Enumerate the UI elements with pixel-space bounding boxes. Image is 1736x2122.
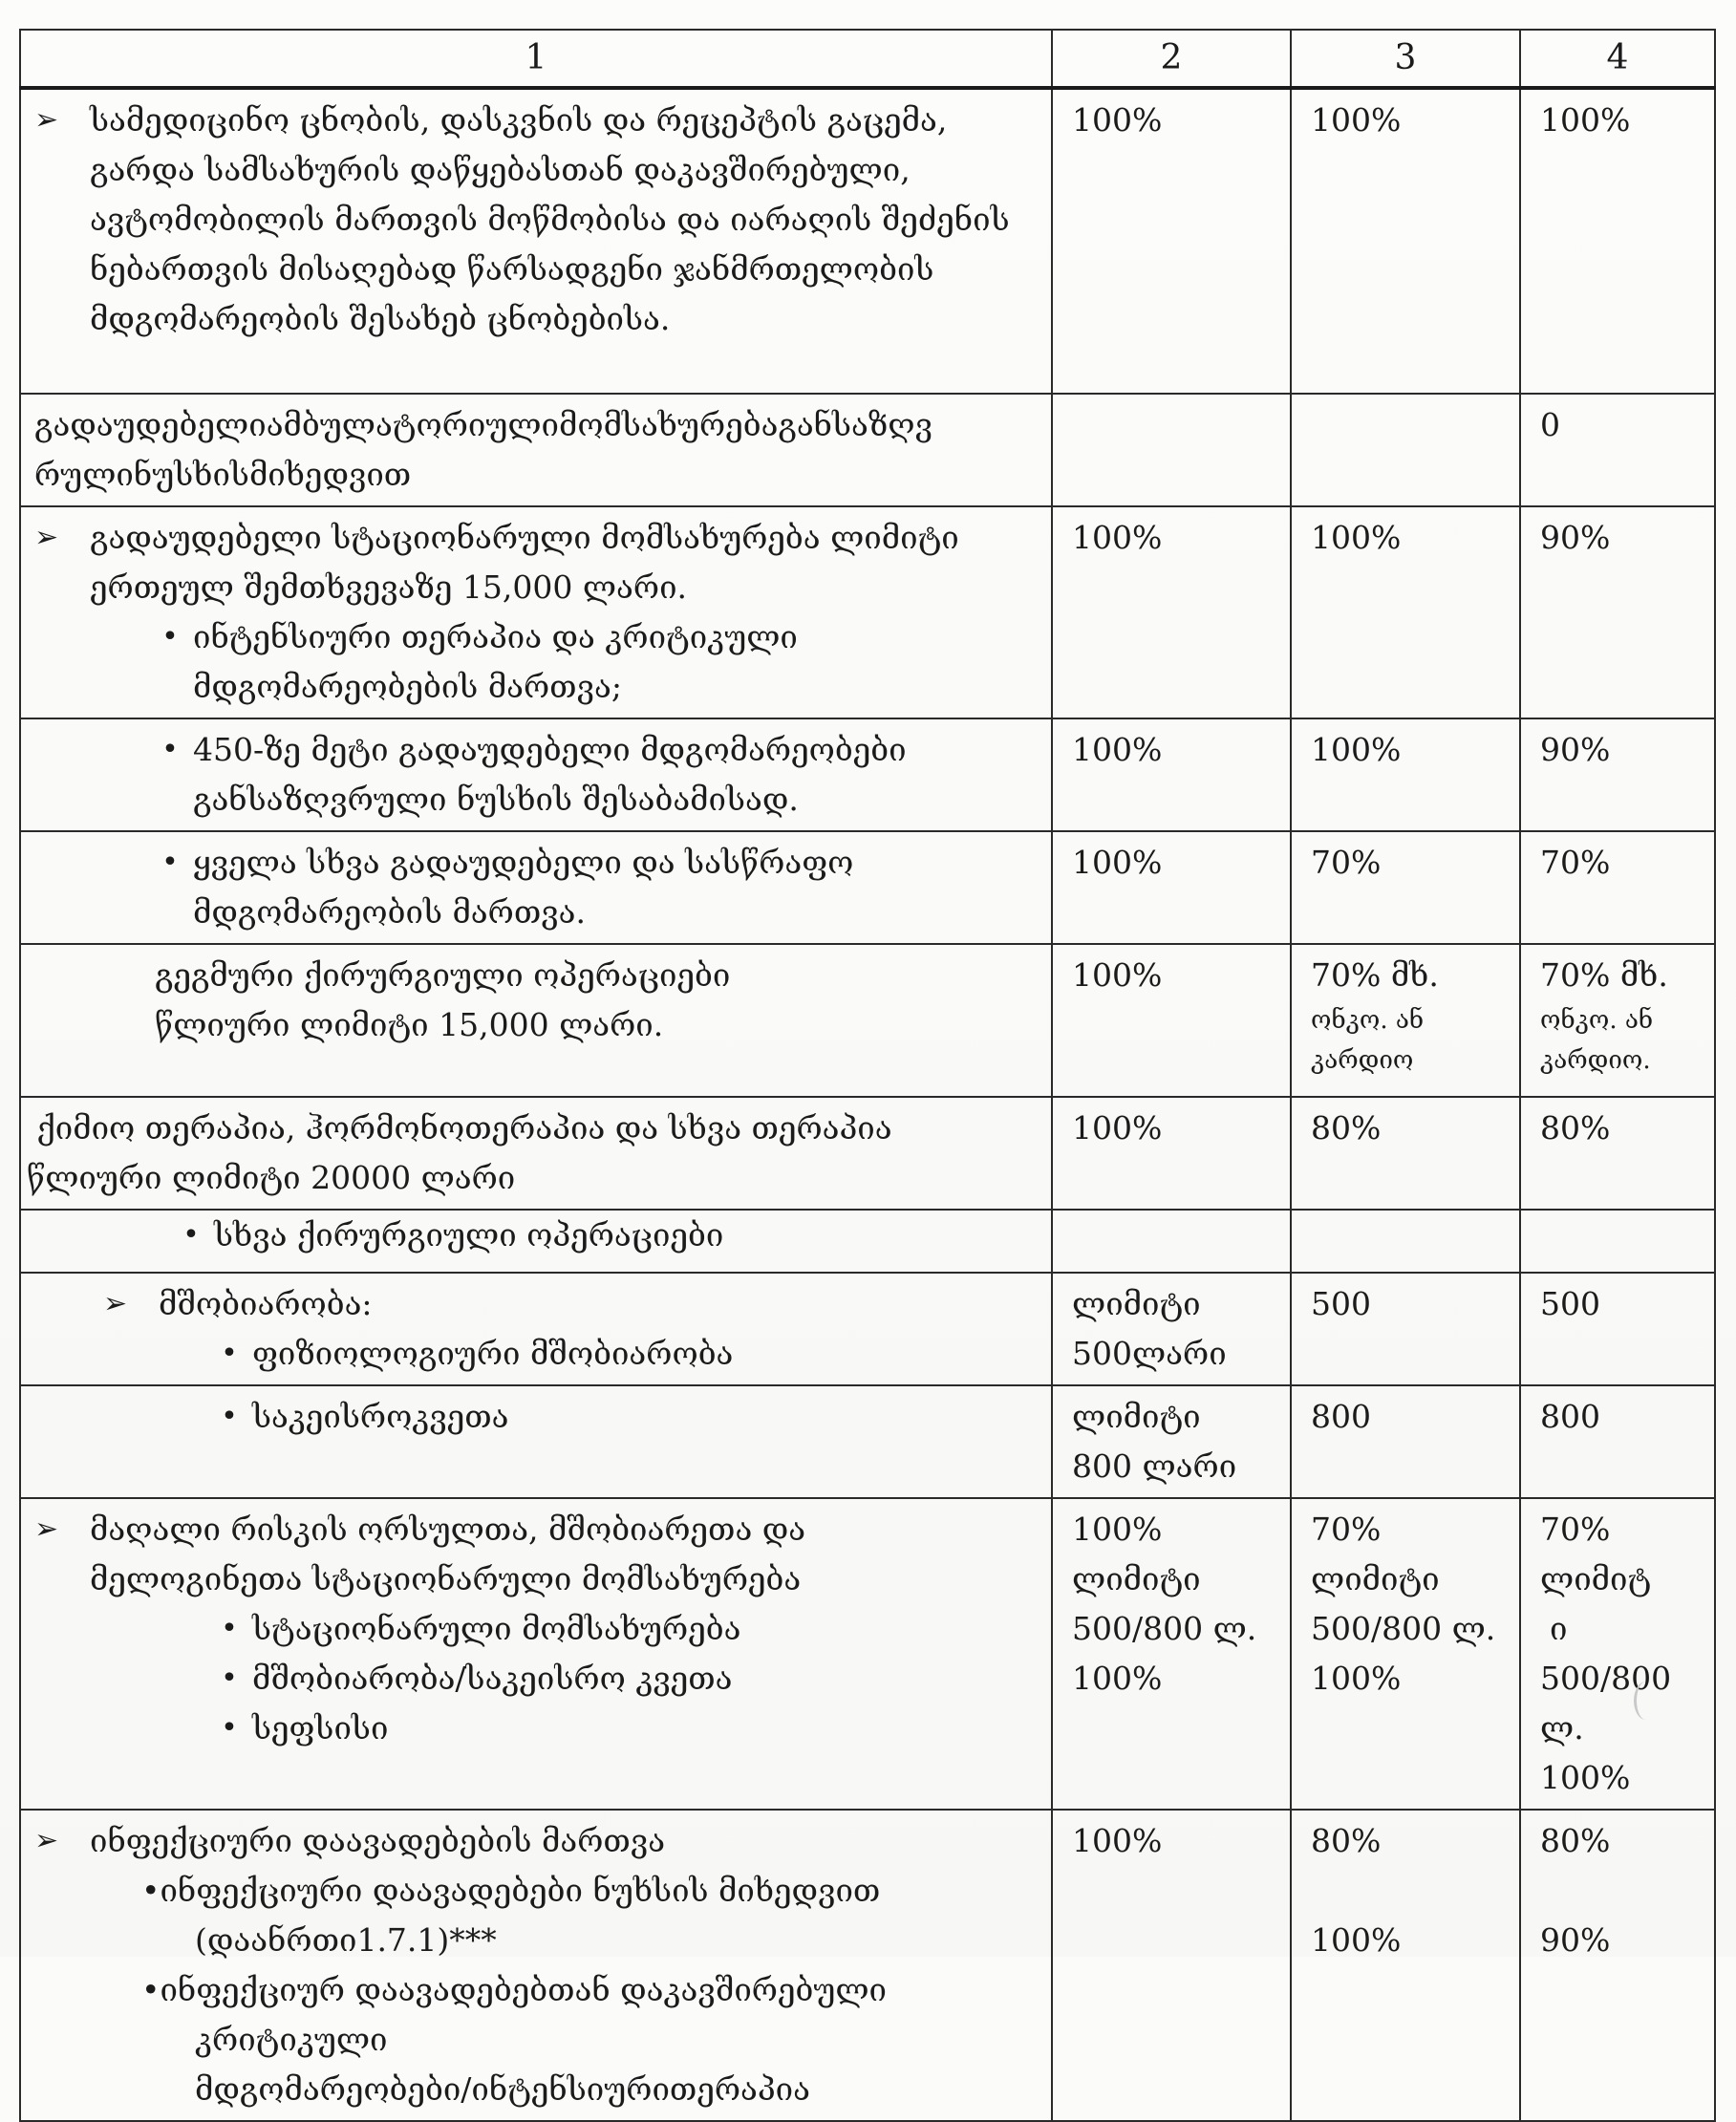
table-row	[20, 88, 1715, 394]
service-cell	[20, 1210, 1052, 1273]
service-cell	[20, 831, 1052, 944]
value-col-2: 100%	[1052, 944, 1291, 1097]
text-line: 800 ლარი	[1072, 1447, 1237, 1485]
value-col-4	[1520, 1498, 1715, 1810]
text-line: ონკო. ან	[1311, 1006, 1425, 1035]
header-row	[20, 30, 1715, 88]
text-line: (დაანრთი1.7.1)***	[195, 1921, 497, 1959]
text-line: •ინფექციურ დაავადებებთან დაკავშირებული	[141, 1971, 888, 2008]
text-line: 500/800 ლ.	[1072, 1610, 1257, 1647]
text-line: ინტენსიური თერაპია და კრიტიკული	[193, 618, 798, 655]
bullet-icon: •	[221, 1337, 238, 1370]
table-row	[20, 1810, 1715, 2121]
text-line: ნებართვის მისაღებად წარსადგენი ჯანმრთელობის	[90, 250, 934, 288]
header-col-1: 1	[20, 30, 1052, 88]
value-col-2	[1052, 1498, 1291, 1810]
text-line: მდგომარეობები/ინტენსიურითერაპია	[195, 2070, 810, 2108]
text-line: 500/800 ლ.	[1311, 1610, 1496, 1647]
text-line: 80%	[1311, 1822, 1382, 1859]
service-cell	[20, 1273, 1052, 1385]
table-row	[20, 1273, 1715, 1385]
text-line: ლ.	[1540, 1709, 1584, 1747]
text-line: სამედიცინო ცნობის, დასკვნის და რეცეპტის გაცემა,	[90, 101, 948, 139]
value-col-3	[1291, 944, 1520, 1097]
text-line: ყველა სხვა გადაუდებელი და სასწრაფო	[193, 844, 854, 881]
value-col-2	[1052, 394, 1291, 506]
value-col-3	[1291, 1810, 1520, 2121]
text-line: სტაციონარული მომსახურება	[252, 1610, 741, 1647]
table-row	[20, 1498, 1715, 1810]
service-cell	[20, 718, 1052, 831]
text-line: ავტომობილის მართვის მოწმობისა და იარაღის შეძენის	[90, 201, 1010, 238]
text-line: მდგომარეობის მართვა.	[193, 893, 586, 931]
text-line	[1311, 1866, 1506, 1916]
text-line: სხვა ქირურგიული ოპერაციები	[214, 1216, 724, 1254]
table-row	[20, 831, 1715, 944]
table-row	[20, 1210, 1715, 1273]
table-row	[20, 506, 1715, 718]
bullet-icon: •	[161, 846, 179, 879]
text-line: 70% მხ.	[1311, 956, 1439, 994]
text-line: 100%	[1072, 1660, 1163, 1697]
scan-smudge	[1634, 1682, 1658, 1720]
arrow-bullet-icon: ➢	[103, 1287, 128, 1320]
table-row	[20, 1385, 1715, 1498]
value-col-2	[1052, 1385, 1291, 1498]
value-col-3	[1291, 394, 1520, 506]
text-line: 100%	[1540, 1759, 1631, 1796]
text-line: ი	[1550, 1610, 1568, 1647]
value-col-4	[1520, 1810, 1715, 2121]
text-line: ლიმიტი	[1311, 1560, 1440, 1597]
service-cell	[20, 1385, 1052, 1498]
text-line: სეფსისი	[252, 1709, 389, 1747]
value-col-3: 500	[1291, 1273, 1520, 1385]
service-cell	[20, 1097, 1052, 1210]
text-line: 70%	[1311, 1511, 1382, 1548]
text-line: 100%	[1311, 1921, 1402, 1959]
value-col-2	[1052, 1273, 1291, 1385]
value-col-3: 80%	[1291, 1097, 1520, 1210]
text-line: 500/800	[1540, 1660, 1672, 1697]
bullet-icon: •	[161, 733, 179, 766]
value-col-3	[1291, 1210, 1520, 1273]
value-col-2: 100%	[1052, 831, 1291, 944]
table-row	[20, 944, 1715, 1097]
text-line: 500ლარი	[1072, 1335, 1227, 1372]
value-col-3	[1291, 1498, 1520, 1810]
service-cell	[20, 88, 1052, 394]
text-line: 80%	[1540, 1822, 1611, 1859]
value-col-4: 70%	[1520, 831, 1715, 944]
value-col-4: 100%	[1520, 88, 1715, 394]
text-line: საკეისროკვეთა	[252, 1398, 509, 1435]
arrow-bullet-icon: ➢	[34, 103, 59, 137]
text-line: •ინფექციური დაავადებები ნუხსის მიხედვით	[141, 1872, 881, 1909]
value-col-4: 800	[1520, 1385, 1715, 1498]
text-line: რულინუსხისმიხედვით	[34, 456, 412, 493]
value-col-3: 100%	[1291, 88, 1520, 394]
text-line: კარდიო	[1311, 1046, 1414, 1075]
text-line: 70% მხ.	[1540, 956, 1668, 994]
value-col-4: 90%	[1520, 506, 1715, 718]
service-cell	[20, 394, 1052, 506]
value-col-2: 100%	[1052, 1810, 1291, 2121]
text-line: წლიური ლიმიტი 20000 ლარი	[27, 1159, 516, 1196]
value-col-3: 70%	[1291, 831, 1520, 944]
arrow-bullet-icon: ➢	[34, 1824, 59, 1857]
text-line: კრიტიკული	[195, 2021, 388, 2058]
coverage-table	[19, 29, 1716, 2122]
text-line: გარდა სამსახურის დაწყებასთან დაკავშირებული,	[90, 151, 911, 188]
table-row	[20, 718, 1715, 831]
text-line: 100%	[1072, 1511, 1163, 1548]
text-line: ონკო. ან	[1540, 1006, 1654, 1035]
text-line: კარდიო.	[1540, 1046, 1651, 1075]
text-line: წლიური ლიმიტი 15,000 ლარი.	[155, 1006, 664, 1043]
value-col-2: 100%	[1052, 506, 1291, 718]
value-col-2: 100%	[1052, 1097, 1291, 1210]
text-line: მშობიარობა/საკეისრო კვეთა	[252, 1660, 733, 1697]
arrow-bullet-icon: ➢	[34, 521, 59, 554]
text-line	[1540, 1866, 1701, 1916]
text-line: ქიმიო თერაპია, ჰორმონოთერაპია და სხვა თერაპია	[27, 1109, 892, 1147]
table-row	[20, 394, 1715, 506]
value-col-4: 500	[1520, 1273, 1715, 1385]
bullet-icon: •	[221, 1612, 238, 1645]
value-col-4: 80%	[1520, 1097, 1715, 1210]
text-line: 90%	[1540, 1921, 1611, 1959]
header-col-2: 2	[1052, 30, 1291, 88]
bullet-icon: •	[161, 620, 179, 654]
text-line: ლიმიტ	[1540, 1560, 1652, 1597]
text-line: ლიმიტი	[1072, 1560, 1201, 1597]
bullet-icon: •	[182, 1218, 200, 1252]
text-line: ლიმიტი	[1072, 1398, 1201, 1435]
value-col-4: 90%	[1520, 718, 1715, 831]
bullet-icon: •	[221, 1661, 238, 1695]
value-col-2: 100%	[1052, 718, 1291, 831]
text-line: მშობიარობა:	[159, 1285, 373, 1322]
service-cell	[20, 1498, 1052, 1810]
value-col-3: 100%	[1291, 506, 1520, 718]
service-cell	[20, 506, 1052, 718]
text-line: გეგმური ქირურგიული ოპერაციები	[155, 956, 731, 994]
value-col-4	[1520, 1210, 1715, 1273]
value-col-2	[1052, 1210, 1291, 1273]
arrow-bullet-icon: ➢	[34, 1512, 59, 1546]
bullet-icon: •	[221, 1711, 238, 1745]
text-line: მდგომარეობის შესახებ ცნობებისა.	[90, 300, 671, 337]
text-line: მდგომარეობების მართვა;	[193, 668, 622, 705]
service-cell	[20, 944, 1052, 1097]
text-line: ლიმიტი	[1072, 1285, 1201, 1322]
text-line: განსაზღვრული ნუსხის შესაბამისად.	[193, 781, 799, 818]
text-line: გადაუდებელიამბულატორიულიმომსახურებაგანსაზღვ	[34, 406, 932, 443]
text-line: 450-ზე მეტი გადაუდებელი მდგომარეობები	[193, 731, 907, 768]
header-col-4: 4	[1520, 30, 1715, 88]
value-col-4: 0	[1520, 394, 1715, 506]
value-col-3: 800	[1291, 1385, 1520, 1498]
text-line: მელოგინეთა სტაციონარული მომსახურება	[90, 1560, 802, 1597]
service-cell	[20, 1810, 1052, 2121]
value-col-2: 100%	[1052, 88, 1291, 394]
table-row	[20, 1097, 1715, 1210]
value-col-4	[1520, 944, 1715, 1097]
text-line: ინფექციური დაავადებების მართვა	[90, 1822, 666, 1859]
value-col-3: 100%	[1291, 718, 1520, 831]
text-line: 70%	[1540, 1511, 1611, 1548]
text-line: ერთეულ შემთხვევაზე 15,000 ლარი.	[90, 568, 688, 606]
bullet-icon: •	[221, 1400, 238, 1433]
text-line: 100%	[1311, 1660, 1402, 1697]
header-col-3: 3	[1291, 30, 1520, 88]
text-line: მაღალი რისკის ორსულთა, მშობიარეთა და	[90, 1511, 806, 1548]
text-line: ფიზიოლოგიური მშობიარობა	[252, 1335, 734, 1372]
text-line: გადაუდებელი სტაციონარული მომსახურება ლიმიტი	[90, 519, 959, 556]
